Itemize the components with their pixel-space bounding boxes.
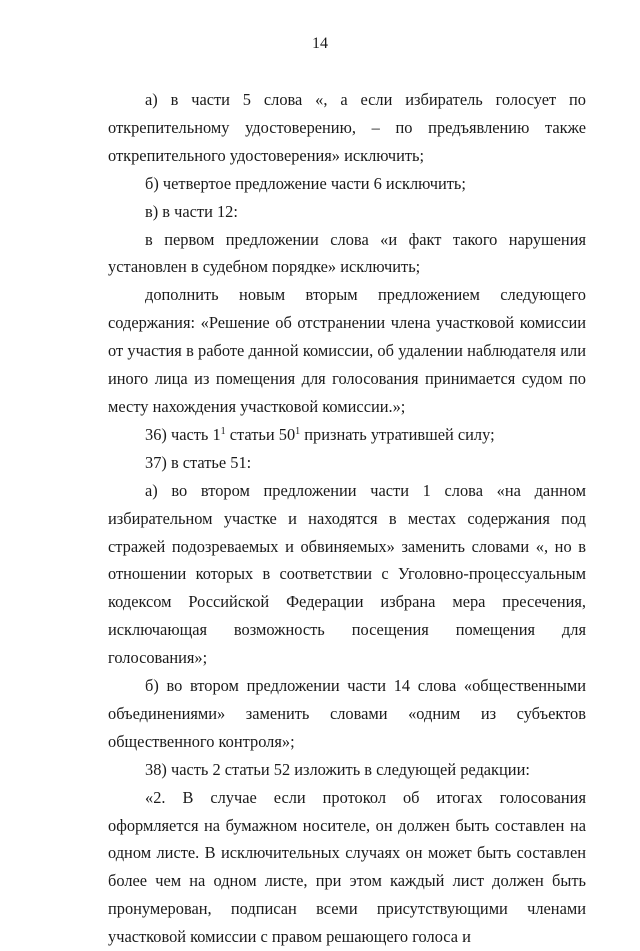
document-body — [108, 86, 586, 951]
item-36-text-2: статьи 50 — [225, 424, 296, 444]
paragraph-add-second-sentence: дополнить новым вторым предложением следующего содержания: «Решение об отстранении члена участковой комиссии от участия в работе данной комиссии, об удалении наблюдателя или иного лица из помещения для голосования принимается судом по месту нахождения участковой комиссии.»; — [108, 285, 586, 416]
paragraph-item-38: 38) часть 2 статьи 52 изложить в следующей редакции: — [145, 759, 530, 779]
paragraph-37-a: а) во втором предложении части 1 слова «на данном избирательном участке и находятся в местах содержания под стражей подозреваемых и обвиняемых» заменить словами «, но в отношении которых в соответствии с Уголовно-процессуальным кодексом Российской Федерации избрана мера пресечения, исключающая возможность посещения помещения для голосования»; — [108, 480, 586, 668]
paragraph-first-sentence: в первом предложении слова «и факт такого нарушения установлен в судебном порядке» исключить; — [108, 229, 586, 277]
paragraph-37-b: б) во втором предложении части 14 слова «общественными объединениями» заменить словами «одним из субъектов общественного контроля»; — [108, 676, 586, 751]
page-number: 14 — [312, 35, 328, 52]
item-36-superscript-2: 1 — [295, 425, 301, 437]
item-36-text-3: признать утратившей силу; — [300, 424, 495, 444]
paragraph-b-part6: б) четвертое предложение части 6 исключить; — [145, 173, 466, 193]
paragraph-a-part5: а) в части 5 слова «, а если избиратель голосует по открепительному удостоверению, – по предъявлению также открепительного удостоверения» исключить; — [108, 90, 586, 165]
paragraph-item-37: 37) в статье 51: — [145, 452, 252, 472]
paragraph-item-36 — [108, 421, 586, 449]
item-36-superscript-1: 1 — [220, 425, 226, 437]
item-36-text-1: 36) часть 1 — [145, 424, 221, 444]
paragraph-v-part12: в) в части 12: — [145, 201, 238, 221]
paragraph-new-part-2: «2. В случае если протокол об итогах голосования оформляется на бумажном носителе, он должен быть составлен на одном листе. В исключительных случаях он может быть составлен более чем на одном листе, при этом каждый лист должен быть пронумерован, подписан всеми присутствующими членами участковой комиссии с правом решающего голоса и — [108, 787, 586, 947]
